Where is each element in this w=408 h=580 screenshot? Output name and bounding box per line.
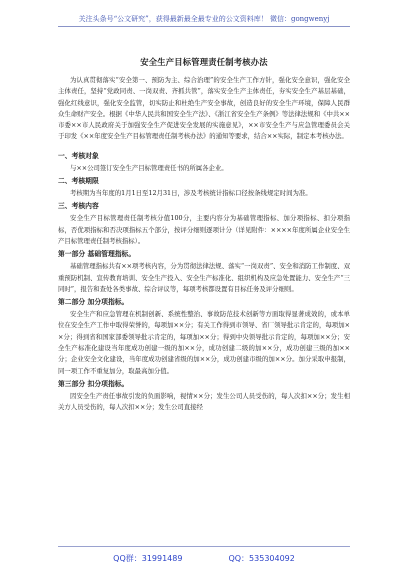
part-heading-basic-management: 第一部分 基础管理指标。 <box>58 250 136 259</box>
promo-banner: 关注头条号“公文研究”，获得最新最全最专业的公文资料库！ 微信：gongwenyj <box>78 15 330 23</box>
section-text-assessment-target: 与××公司签订安全生产目标管理责任书的所属各企业。 <box>70 163 228 172</box>
section-heading-assessment-content: 三、考核内容 <box>58 202 99 211</box>
section-heading-assessment-target: 一、考核对象 <box>58 151 99 160</box>
section-text-assessment-content: 安全生产目标管理责任制考核分值100分，主要内容分为基础管理指标、加分项指标、扣分项指标，否优项指标和否决项指标五个部分，按评分细则逐项计分（详见附件：××××年度所属企业安全生产目标管理责任制考核指标）。 <box>58 214 350 245</box>
document-title: 安全生产目标管理责任制考核办法 <box>140 57 268 67</box>
section-text-assessment-period: 考核期为当年度的1月1日至12月31日，涉及考核统计指标口径按条线规定时间为准。 <box>70 189 312 198</box>
qq-contact-number: QQ：535304092 <box>228 553 295 563</box>
header-divider <box>58 26 350 27</box>
intro-paragraph: 为认真贯彻落实“安全第一、预防为主、综合治理”的安全生产工作方针，强化安全意识，强化安全主体责任，坚持“党政同责、一岗双责、齐抓共管”，落实安全生产主体责任，夯实安全生产基层基础，强化红线意识，强化安全监管，切实防止和杜绝生产安全事故，创造良好的安全生产环境，保障人民群众生命财产安全。根据《中华人民共和国安全生产法》、《浙江省安全生产条例》等法律法规和《中共××市委××市人民政府关于加强安全生产促进安全发展的实施意见》，××市安全生产与应急管理委员会关于印发《××年度安全生产目标管理责任制考核办法》的通知等要求，结合××实际，制定本考核办法。 <box>58 76 350 141</box>
footer-divider <box>58 546 350 547</box>
part-text-deduction-items: 因安全生产责任事故引发的负面影响，视情××分；发生公司人员受伤的，每人次扣××分；发生相关方人员受伤的，每人次扣××分；发生公司直接经 <box>58 391 350 412</box>
section-heading-assessment-period: 二、考核期限 <box>58 177 99 186</box>
document-body <box>58 56 350 414</box>
part-heading-bonus-items: 第二部分 加分项指标。 <box>58 298 129 307</box>
part-text-basic-management: 基础管理指标共有××项考核内容，分为贯彻法律法规、落实“一岗双责”、安全和消防工作制度、双重预防机制、宣传教育培训、安全生产投入、安全生产标准化、组织机构及应急处置能力、安全生产“三同时”，报告和查处各类事故、综合评议等，每项考核都设置有目标任务及评分细则。 <box>58 262 350 293</box>
qq-group-number: QQ群：31991489 <box>113 553 183 563</box>
part-text-bonus-items: 安全生产和应急管理在机制创新、系统性整治、事故防范技术创新等方面取得显著成效的，或本单位在安全生产工作中取得荣誉的，每项加××分；有关工作得到市领导、省厂领导批示肯定的，每项加××分；得到省和国家部委领导批示肯定的，每项加××分；得到中央领导批示肯定的，每项加××分；安全生产标准化建设当年度成功创建一级的加××分，成功创建二级的加××分，成功创建三级的加××分；企业安全文化建设，当年度成功创建省级的加××分，成功创建市级的加××分。加分采取申报制，同一项工作不重复加分，取最高加分值。 <box>58 310 350 375</box>
part-heading-deduction-items: 第三部分 扣分项指标。 <box>58 379 129 388</box>
contact-footer <box>58 548 350 568</box>
